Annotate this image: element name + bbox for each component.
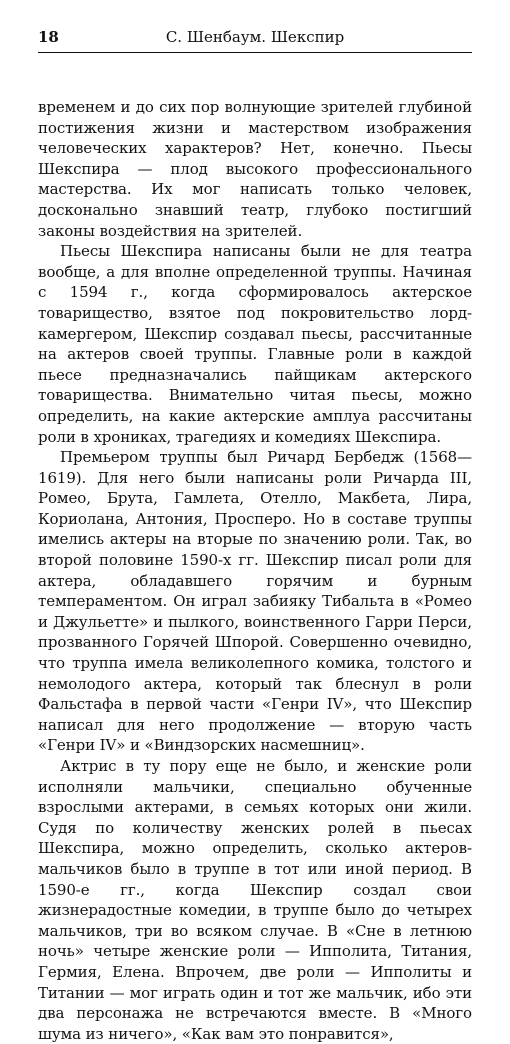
paragraph-3: Премьером труппы был Ричард Бербедж (1568—1619). Для него были написаны роли Ричарда III, Ромео, Брута, Гамлета, Отелло, Макбета, Лира, Кориолана, Антония, Просперо. Но в составе труппы имелись актеры на вторые по значению роли. Так, во второй половине 1590-х гг. Шекспир писал роли для актера, обладавшего горячим и бурным темпераментом. Он играл забияку Тибальта в «Ромео и Джульетте» и пылкого, воинственного Гарри Перси, прозванного Горячей Шпорой. Совершенно очевидно, что труппа имела великолепного комика, толстого и немолодого актера, который так блеснул в роли Фальстафа в первой части «Генри IV», что Шекспир написал для него продолжение — вторую часть «Генри IV» и «Виндзорских насмешниц». (38, 448, 472, 755)
paragraph-4: Актрис в ту пору еще не было, и женские роли исполняли мальчики, специально обученные взрослыми актерами, в семьях которых они жили. Судя по количеству женских ролей в пьесах Шекспира, можно определить, сколько актеров-мальчиков было в труппе в тот или иной период. В 1590-е гг., когда Шекспир создал свои жизнерадостные комедии, в труппе было до четырех мальчиков, три во всяком случае. В «Сне в летнюю ночь» четыре женские роли — Ипполита, Титания, Гермия, Елена. Впрочем, две роли — Ипполиты и Титании — мог играть один и тот же мальчик, ибо эти два персонажа не встречаются вместе. В «Много шума из ничего», «Как вам это понравится», (38, 757, 472, 1043)
header-rule (38, 52, 472, 53)
paragraph-1: временем и до сих пор волнующие зрителей глубиной постижения жизни и мастерством изображения человеческих характеров? Нет, конечно. Пьесы Шекспира — плод высокого профессионального мастерства. Их мог написать только человек, досконально знавший театр, глубоко постигший законы воздействия на зрителей. (38, 98, 472, 240)
paragraph-2: Пьесы Шекспира написаны были не для театра вообще, а для вполне определенной труппы. Начиная с 1594 г., когда сформировалось актерское товарищество, взятое под покровительство лорд-камергером, Шекспир создавал пьесы, рассчитанные на актеров своей труппы. Главные роли в каждой пьесе предназначались пайщикам актерского товарищества. Внимательно читая пьесы, можно определить, на какие актерские амплуа рассчитаны роли в хрониках, трагедиях и комедиях Шекспира. (38, 242, 472, 446)
book-page (38, 26, 472, 1044)
running-title: С. Шенбаум. Шекспир (165, 28, 345, 46)
running-head (38, 26, 472, 50)
body-text (38, 97, 472, 1044)
page-number: 18 (38, 28, 59, 46)
